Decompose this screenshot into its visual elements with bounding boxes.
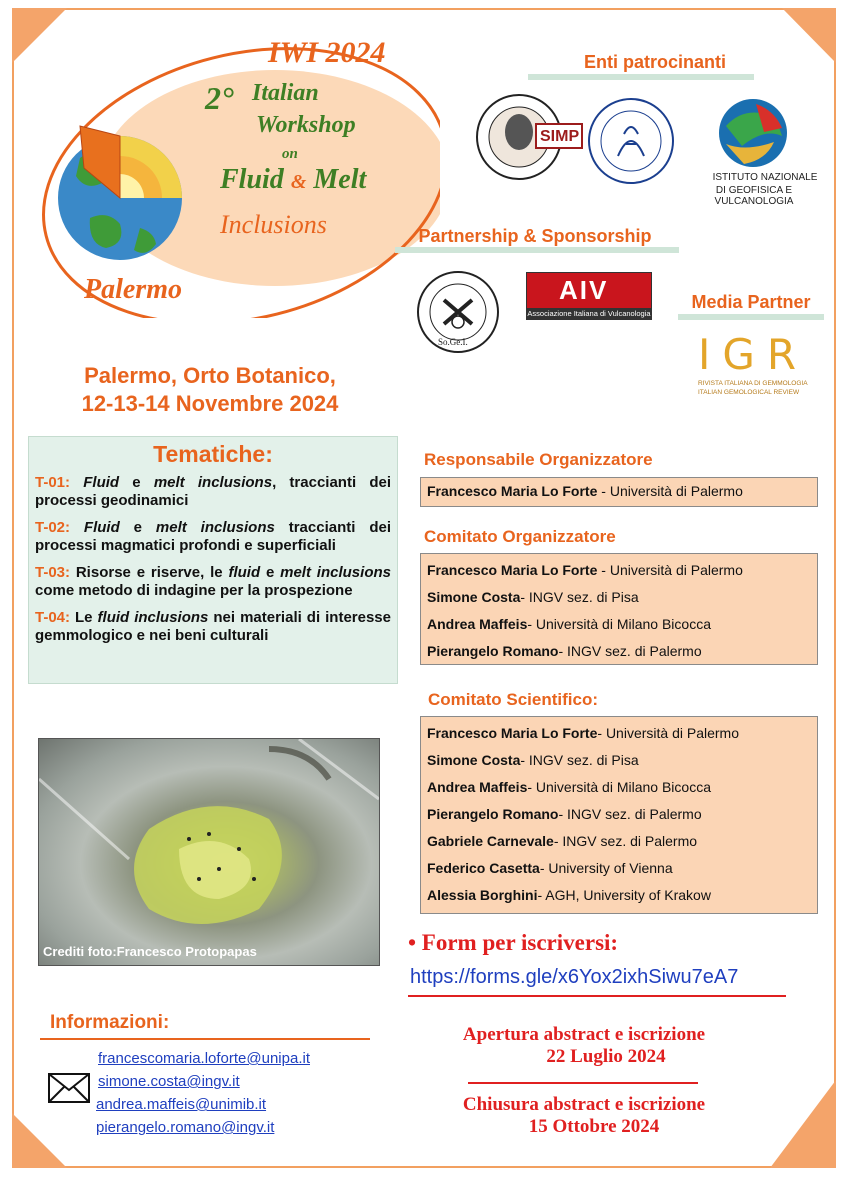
unipa-seal: [586, 96, 676, 186]
member-name: Andrea Maffeis: [427, 779, 528, 795]
logo-number: 2°: [205, 80, 234, 116]
venue-line: Palermo, Orto Botanico,: [84, 363, 336, 388]
member-name: Andrea Maffeis: [427, 616, 528, 632]
photo-credit: Crediti foto:Francesco Protopapas: [43, 944, 257, 959]
abstract-opening: [406, 1024, 762, 1068]
scientifico-row: [427, 855, 811, 882]
logo-word-workshop: [256, 112, 356, 139]
topic-text: fluid inclusions: [97, 609, 209, 626]
topic-t01: [35, 474, 391, 510]
member-affiliation: - Università di Palermo: [597, 483, 743, 499]
responsabile-row: [427, 478, 811, 505]
logo-melt: Melt: [313, 164, 367, 195]
partnership-header-bar: [395, 247, 679, 253]
photo-graphic: [39, 739, 379, 965]
topic-text: come metodo di indagine per la prospezione: [35, 582, 353, 599]
igr-subtitle-1: RIVISTA ITALIANA DI GEMMOLOGIA: [698, 380, 808, 387]
topic-text: Le: [70, 609, 98, 626]
topic-text: e: [119, 474, 154, 491]
form-divider: [408, 995, 786, 997]
member-affiliation: - INGV sez. di Pisa: [520, 589, 639, 605]
abstract-closing: [406, 1094, 762, 1138]
inclusion-photo: [38, 738, 380, 966]
corner-triangle-bottom-right: [770, 1080, 836, 1168]
enti-header-bar: [528, 74, 754, 80]
scientifico-row: [427, 828, 811, 855]
topic-code: T-03:: [35, 564, 71, 581]
venue-dates: [40, 362, 380, 418]
aiv-logo: [526, 272, 652, 320]
ingv-name-line1: ISTITUTO NAZIONALE: [712, 172, 818, 183]
logo-word-on: on: [282, 146, 298, 162]
logo-city: Palermo: [84, 274, 182, 305]
member-affiliation: - INGV sez. di Palermo: [558, 806, 702, 822]
member-name: Pierangelo Romano: [427, 806, 559, 822]
organizzatore-row: [427, 638, 811, 665]
info-title: Informazioni:: [50, 1012, 170, 1033]
igr-subtitle-2: ITALIAN GEMOLOGICAL REVIEW: [698, 389, 800, 396]
email-link-loforte[interactable]: francescomaria.loforte@unipa.it: [98, 1050, 310, 1067]
member-name: Francesco Maria Lo Forte: [427, 725, 598, 741]
topic-text: melt inclusions: [155, 519, 275, 536]
ingv-globe-logo: [716, 96, 790, 170]
sogei-short: So.Ge.I.: [438, 337, 468, 347]
topic-t02: [35, 519, 391, 555]
responsabile-box: [420, 477, 818, 507]
workshop-logo: [20, 18, 440, 318]
form-title: • Form per iscriversi:: [408, 930, 619, 955]
member-affiliation: - Università di Palermo: [597, 562, 743, 578]
topic-t03: [35, 564, 391, 600]
media-partner-header: Media Partner: [691, 292, 811, 312]
scientifico-row: [427, 720, 811, 747]
organizzatore-title: Comitato Organizzatore: [424, 527, 616, 546]
member-name: Simone Costa: [427, 752, 521, 768]
scientifico-box: [420, 716, 818, 914]
logo-workshop-text: Workshop: [256, 112, 356, 138]
info-divider: [40, 1038, 370, 1040]
topic-text: , traccianti dei processi geodinamici: [35, 474, 392, 509]
member-affiliation: - University of Vienna: [539, 860, 673, 876]
logo-italian-text: Italian: [252, 80, 319, 106]
ingv-name-line2: DI GEOFISICA E VULCANOLOGIA: [714, 185, 794, 207]
topic-text: melt inclusions: [280, 564, 391, 581]
logo-amp: &: [290, 171, 307, 193]
logo-word-italian: [252, 80, 319, 107]
organizzatore-row: [427, 611, 811, 638]
topic-text: e: [119, 519, 156, 536]
member-affiliation: - Università di Milano Bicocca: [527, 779, 711, 795]
member-name: Gabriele Carnevale: [427, 833, 554, 849]
simp-label: SIMP: [540, 128, 580, 145]
envelope-icon: [48, 1073, 90, 1103]
partnership-header: Partnership & Sponsorship: [418, 226, 652, 246]
organizzatore-box: [420, 553, 818, 665]
topic-code: T-02:: [35, 519, 71, 536]
topic-text: nei materiali di interesse gemmologico e nei beni culturali: [35, 609, 391, 644]
topic-code: T-01:: [35, 474, 71, 491]
closing-date: 15 Ottobre 2024: [528, 1116, 660, 1137]
corner-triangle-bottom-left: [12, 1108, 72, 1168]
dates-line: 12-13-14 Novembre 2024: [81, 391, 339, 416]
member-name: Francesco Maria Lo Forte: [427, 483, 598, 499]
opening-label: Apertura abstract e iscrizione: [462, 1024, 706, 1045]
member-affiliation: - INGV sez. di Palermo: [553, 833, 698, 849]
logo-fluid-melt: [220, 164, 366, 196]
media-partner-bar: [678, 314, 824, 320]
organizzatore-row: [427, 557, 811, 584]
topic-text: Fluid: [83, 474, 120, 491]
topic-text: melt inclusions: [153, 474, 273, 491]
email-link-maffeis[interactable]: andrea.maffeis@unimib.it: [96, 1096, 267, 1113]
corner-triangle-top-right: [778, 8, 836, 68]
member-affiliation: - AGH, University of Krakow: [537, 887, 711, 903]
topic-text: e: [260, 564, 281, 581]
logo-fluid: Fluid: [220, 164, 284, 195]
logo-title: IWI 2024: [268, 36, 386, 69]
member-affiliation: - INGV sez. di Palermo: [558, 643, 702, 659]
aiv-subtitle: Associazione Italiana di Vulcanologia: [527, 309, 651, 318]
enti-header: Enti patrocinanti: [583, 52, 726, 72]
opening-date: 22 Luglio 2024: [546, 1046, 666, 1067]
topic-text: fluid: [228, 564, 261, 581]
topic-text: traccianti dei processi magmatici profondi e superficiali: [35, 519, 391, 554]
scientifico-row: [427, 882, 811, 909]
igr-logo: IGR: [698, 330, 809, 379]
email-link-romano[interactable]: pierangelo.romano@ingv.it: [96, 1119, 275, 1136]
scientifico-row: [427, 801, 811, 828]
member-affiliation: - Università di Milano Bicocca: [527, 616, 711, 632]
member-name: Francesco Maria Lo Forte: [427, 562, 598, 578]
member-name: Simone Costa: [427, 589, 521, 605]
topic-text: Risorse e riserve, le: [70, 564, 229, 581]
member-affiliation: - Università di Palermo: [597, 725, 739, 741]
closing-label: Chiusura abstract e iscrizione: [462, 1094, 706, 1115]
dates-divider: [468, 1082, 698, 1084]
responsabile-title: Responsabile Organizzatore: [424, 450, 653, 469]
topic-code: T-04:: [35, 609, 71, 626]
organizzatore-row: [427, 584, 811, 611]
scientifico-title: Comitato Scientifico:: [428, 690, 599, 709]
member-name: Pierangelo Romano: [427, 643, 559, 659]
form-link[interactable]: https://forms.gle/x6Yox2ixhSiwu7eA7: [410, 966, 739, 988]
member-name: Federico Casetta: [427, 860, 540, 876]
aiv-text: AIV: [559, 275, 609, 305]
member-affiliation: - INGV sez. di Pisa: [520, 752, 639, 768]
topic-text: Fluid: [83, 519, 120, 536]
scientifico-row: [427, 774, 811, 801]
email-link-costa[interactable]: simone.costa@ingv.it: [98, 1073, 240, 1090]
topic-t04: [35, 609, 391, 645]
topics-title: Tematiche:: [153, 441, 273, 467]
logo-inclusions: Inclusions: [220, 210, 327, 239]
member-name: Alessia Borghini: [427, 887, 538, 903]
topics-panel: [28, 436, 398, 684]
scientifico-row: [427, 747, 811, 774]
